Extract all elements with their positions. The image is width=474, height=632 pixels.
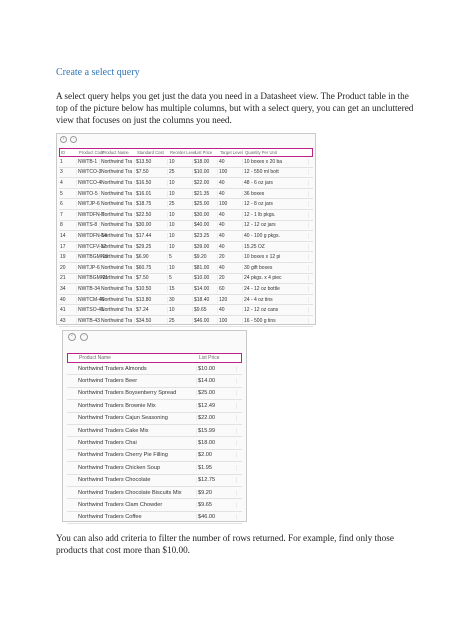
table-cell: 7 [59, 212, 77, 218]
table-cell: 34 [59, 286, 77, 292]
outro-paragraph: You can also add criteria to filter the number of rows returned. For example, find only those products that cost more than $10.00. [56, 533, 394, 555]
table-cell: Northwind Tra [100, 201, 135, 207]
table-cell: 40 - 100 g pkgs. [243, 233, 309, 239]
table-cell: Northwind Traders Boysenberry Spread [77, 390, 197, 396]
table-cell: 19 [59, 254, 77, 260]
table-cell: 10 [168, 307, 193, 313]
table-cell: 25 [168, 318, 193, 324]
table-cell: 1 [59, 159, 77, 165]
table-row[interactable] [59, 242, 313, 253]
product-table [59, 148, 313, 327]
column-header[interactable]: Product Name [79, 355, 111, 361]
table-cell: 40 [218, 307, 243, 313]
table-row[interactable] [59, 189, 313, 200]
settings-icon: · [80, 333, 88, 341]
table-cell: 20 [59, 265, 77, 271]
table-cell: $46.00 [193, 318, 218, 324]
table-cell: $34.50 [135, 318, 168, 324]
table-cell: Northwind Tra [100, 275, 135, 281]
table-cell: $15.99 [197, 428, 237, 434]
table-cell: 30 [168, 297, 193, 303]
table-cell: Northwind Traders Clam Chowder [77, 502, 197, 508]
table-cell: $7.24 [135, 307, 168, 313]
column-header[interactable]: Standard Cost [137, 150, 164, 155]
table-cell: 40 [218, 265, 243, 271]
table-cell: 43 [59, 318, 77, 324]
table-cell: $9.65 [197, 502, 237, 508]
table-cell: 60 [218, 286, 243, 292]
table-cell: 40 [218, 180, 243, 186]
column-header[interactable]: Product Name [102, 150, 129, 155]
table-cell: 10 [168, 191, 193, 197]
table-cell: $1.95 [197, 465, 237, 471]
table-row[interactable] [67, 437, 242, 449]
column-header[interactable]: Target Level [220, 150, 243, 155]
table-cell: Northwind Traders Coffee [77, 514, 197, 520]
table-cell: $22.00 [197, 415, 237, 421]
table-cell: $18.75 [135, 201, 168, 207]
query-result-header [67, 353, 242, 363]
column-header[interactable]: List Price [199, 355, 220, 361]
table-cell: 10 [168, 222, 193, 228]
table-cell: $60.75 [135, 265, 168, 271]
table-cell: $12.75 [197, 477, 237, 483]
table-cell: 14 [59, 233, 77, 239]
table-cell: Northwind Traders Beer [77, 378, 197, 384]
table-cell: $7.50 [135, 275, 168, 281]
table-row[interactable] [59, 305, 313, 316]
table-cell: Northwind Tra [100, 318, 135, 324]
back-icon: ‹ [68, 333, 76, 341]
table-row[interactable] [67, 512, 242, 524]
table-cell: $14.00 [193, 286, 218, 292]
query-result-table [67, 353, 242, 524]
table-cell: $21.35 [193, 191, 218, 197]
table-cell: 10 [168, 180, 193, 186]
table-cell: NWTJP-6 [78, 264, 100, 271]
table-cell: 10 [168, 244, 193, 250]
table-row[interactable] [67, 413, 242, 425]
table-cell: 17 [59, 244, 77, 250]
table-row[interactable] [67, 487, 242, 499]
table-cell: $13.80 [135, 297, 168, 303]
column-header[interactable]: ID [61, 150, 66, 155]
table-cell: Northwind Tra [100, 159, 135, 165]
table-cell: 41 [59, 307, 77, 313]
table-cell: 30 gift boxes [243, 265, 309, 271]
table-cell: 24 - 4 oz tins [243, 297, 309, 303]
table-cell: Northwind Tra [100, 265, 135, 271]
table-cell: 40 [218, 222, 243, 228]
query-result-screenshot [62, 330, 247, 522]
table-cell: Northwind Tra [100, 222, 135, 228]
table-cell: 10 [168, 159, 193, 165]
column-header[interactable]: Product Code [79, 150, 105, 155]
query-result-body [67, 363, 242, 524]
table-cell: $30.00 [193, 212, 218, 218]
table-row[interactable] [67, 400, 242, 412]
table-row[interactable] [67, 388, 242, 400]
table-cell: Northwind Tra [100, 212, 135, 218]
table-cell: 3 [59, 169, 77, 175]
table-cell: Northwind Tra [100, 191, 135, 197]
table-cell: $14.00 [197, 378, 237, 384]
table-row[interactable] [59, 210, 313, 221]
table-row[interactable] [59, 274, 313, 285]
table-cell: $18.40 [193, 297, 218, 303]
table-cell: $9.20 [197, 490, 237, 496]
table-cell: $10.50 [135, 286, 168, 292]
intro-paragraph: A select query helps you get just the data you need in a Datasheet view. The Product table in the top of the picture below has multiple columns, but with a select query, you can get an uncluttered view that focuses on just the columns you need. [56, 91, 414, 125]
table-cell: 10 [168, 212, 193, 218]
table-cell: Northwind Tra [100, 297, 135, 303]
table-row[interactable] [59, 199, 313, 210]
table-cell: Northwind Tra [100, 180, 135, 186]
table-cell: 100 [218, 169, 243, 175]
table-row[interactable] [59, 168, 313, 179]
section-heading: Create a select query [56, 67, 140, 78]
table-cell: $9.20 [193, 254, 218, 260]
table-cell: 4 [59, 180, 77, 186]
table-cell: $30.00 [135, 222, 168, 228]
table-cell: $16.01 [135, 191, 168, 197]
table-cell: 10 [168, 233, 193, 239]
table-cell: 10 [168, 265, 193, 271]
table-row[interactable] [59, 221, 313, 232]
table-cell: NWTDFN-14 [78, 232, 107, 239]
table-cell: 12 - 12 oz cans [243, 307, 309, 313]
table-cell: 48 - 6 oz jars [243, 180, 309, 186]
table-cell: NWTJP-6 [78, 201, 100, 208]
table-cell: NWTCO-3 [78, 169, 102, 176]
table-cell: NWTB-34 [78, 285, 100, 292]
table-cell: Northwind Traders Chocolate Biscuits Mix [77, 490, 197, 496]
table-cell: Northwind Traders Chai [77, 440, 197, 446]
product-table-body [59, 157, 313, 327]
table-cell: $2.00 [197, 452, 237, 458]
table-cell: 12 - 1 lb pkgs. [243, 212, 309, 218]
table-cell: Northwind Traders Chicken Soup [77, 465, 197, 471]
table-cell: Northwind Traders Chocolate [77, 477, 197, 483]
table-cell: $29.25 [135, 244, 168, 250]
back-icon: ‹ [60, 136, 67, 143]
table-cell: 24 - 12 oz bottle [243, 286, 309, 292]
table-cell: NWTDFN-7 [78, 211, 105, 218]
table-cell: Northwind Traders Almonds [77, 366, 197, 372]
table-cell: 15.25 OZ [243, 244, 309, 250]
table-cell: NWTBGM-21 [78, 275, 108, 282]
table-cell: 40 [218, 212, 243, 218]
table-cell: Northwind Traders Cake Mix [77, 428, 197, 434]
table-cell: $16.50 [135, 180, 168, 186]
table-cell: $25.00 [193, 201, 218, 207]
table-cell: 16 - 500 g tins [243, 318, 309, 324]
table-cell: 12 - 8 oz jars [243, 201, 309, 207]
table-cell: NWTBGM-19 [78, 254, 108, 261]
table-cell: Northwind Traders Cherry Pie Filling [77, 452, 197, 458]
table-cell: $17.44 [135, 233, 168, 239]
screenshot-toolbar [63, 331, 246, 343]
table-cell: Northwind Tra [100, 307, 135, 313]
table-cell: $7.50 [135, 169, 168, 175]
table-cell: Northwind Tra [100, 286, 135, 292]
table-cell: NWTO-5 [77, 191, 100, 197]
table-cell: $12.49 [197, 403, 237, 409]
column-header[interactable]: List Price [195, 150, 213, 155]
table-row[interactable] [59, 284, 313, 295]
table-cell: 40 [59, 297, 77, 303]
table-cell: NWTB-1 [77, 159, 100, 165]
table-cell: 20 [218, 275, 243, 281]
table-row[interactable] [59, 178, 313, 189]
screenshot-toolbar [57, 134, 315, 144]
table-cell: NWTCFV-17 [78, 243, 107, 250]
table-cell: $13.50 [135, 159, 168, 165]
table-cell: 40 [218, 233, 243, 239]
table-cell: $10.00 [193, 275, 218, 281]
table-cell: NWTS-8 [77, 222, 100, 228]
table-cell: 25 [168, 169, 193, 175]
table-row[interactable] [67, 499, 242, 511]
table-cell: 5 [59, 191, 77, 197]
table-cell: 40 [218, 191, 243, 197]
table-row[interactable] [59, 157, 313, 168]
table-cell: NWTSO-41 [78, 307, 104, 314]
table-cell: $23.25 [193, 233, 218, 239]
table-cell: $9.65 [193, 307, 218, 313]
table-cell: 25 [168, 201, 193, 207]
product-table-screenshot [56, 133, 316, 325]
table-cell: 10 boxes x 12 pi [243, 254, 309, 260]
table-cell: $39.00 [193, 244, 218, 250]
table-row[interactable] [59, 263, 313, 274]
table-cell: $10.00 [193, 169, 218, 175]
table-cell: 36 boxes [243, 191, 309, 197]
table-cell: 40 [218, 244, 243, 250]
table-cell: 20 [218, 254, 243, 260]
column-header[interactable]: Quantity Per Unit [245, 150, 277, 155]
product-table-header [59, 148, 313, 157]
column-header[interactable]: Reorder Level [170, 150, 197, 155]
table-row[interactable] [59, 316, 313, 327]
table-cell: $10.00 [197, 366, 237, 372]
table-cell: 15 [168, 286, 193, 292]
table-cell: $6.90 [135, 254, 168, 260]
table-cell: Northwind Traders Brownie Mix [77, 403, 197, 409]
table-cell: 10 boxes x 20 ba [243, 159, 309, 165]
table-cell: $40.00 [193, 222, 218, 228]
table-cell: Northwind Tra [100, 244, 135, 250]
table-cell: $22.00 [193, 180, 218, 186]
table-cell: 24 pkgs. x 4 piec [243, 275, 309, 281]
table-row[interactable] [59, 295, 313, 306]
table-row[interactable] [67, 462, 242, 474]
table-cell: NWTCO-4 [78, 179, 102, 186]
table-cell: Northwind Traders Cajun Seasoning [77, 415, 197, 421]
table-cell: 100 [218, 201, 243, 207]
table-row[interactable] [67, 475, 242, 487]
table-cell: NWTB-43 [78, 317, 100, 324]
table-row[interactable] [67, 363, 242, 375]
table-row[interactable] [67, 375, 242, 387]
table-cell: $18.00 [197, 440, 237, 446]
table-cell: 40 [218, 159, 243, 165]
table-row[interactable] [59, 252, 313, 263]
table-cell: Northwind Tra [100, 254, 135, 260]
table-cell: $22.50 [135, 212, 168, 218]
table-cell: NWTCM-40 [78, 296, 105, 303]
table-row[interactable] [67, 425, 242, 437]
table-cell: $81.00 [193, 265, 218, 271]
table-cell: $18.00 [193, 159, 218, 165]
table-cell: 120 [218, 297, 243, 303]
table-cell: $46.00 [197, 514, 237, 520]
table-cell: 8 [59, 222, 77, 228]
table-cell: 12 - 550 ml bott [243, 169, 309, 175]
table-cell: 5 [168, 254, 193, 260]
table-cell: 100 [218, 318, 243, 324]
table-row[interactable] [59, 231, 313, 242]
table-row[interactable] [67, 450, 242, 462]
table-cell: 21 [59, 275, 77, 281]
settings-icon: · [70, 136, 77, 143]
table-cell: Northwind Tra [100, 233, 135, 239]
table-cell: Northwind Tra [100, 169, 135, 175]
table-cell: 12 - 12 oz jars [243, 222, 309, 228]
table-cell: $25.00 [197, 390, 237, 396]
table-cell: 5 [168, 275, 193, 281]
table-cell: 6 [59, 201, 77, 207]
